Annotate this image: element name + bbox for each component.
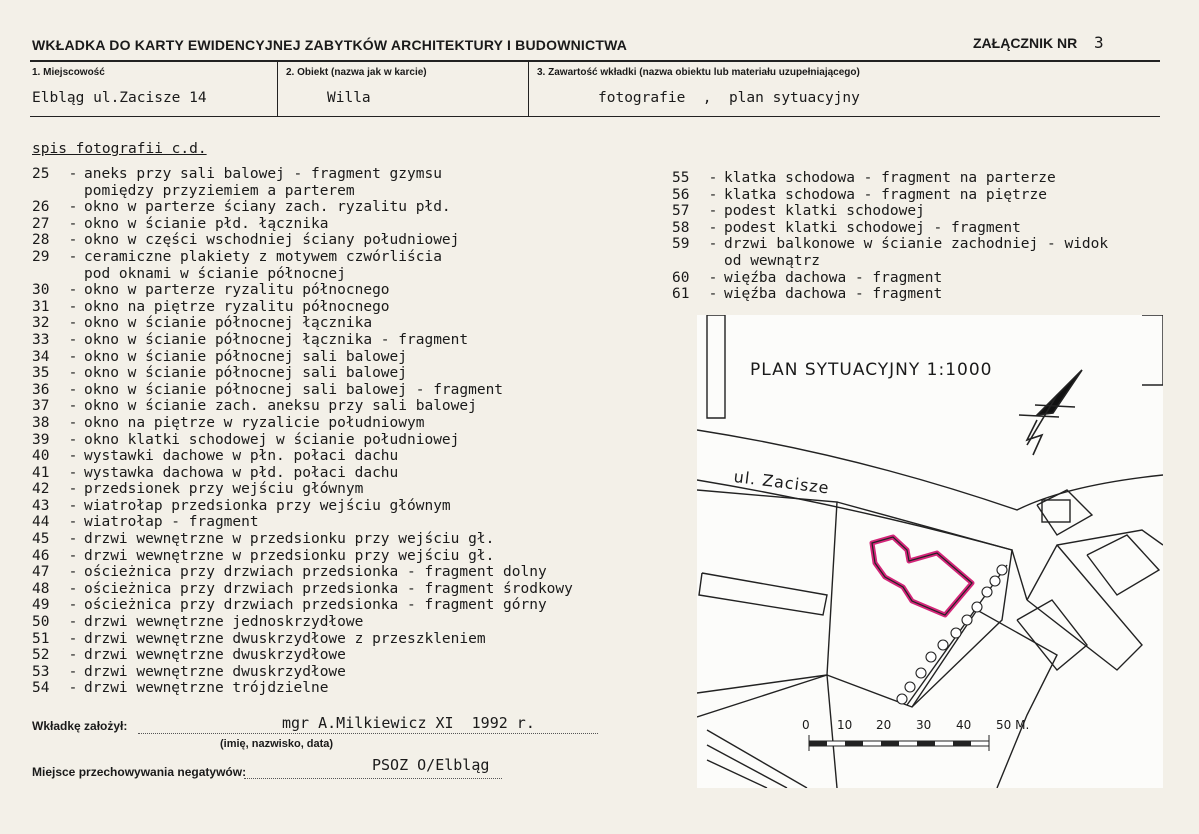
storage-label: Miejsce przechowywania negatywów: (32, 765, 247, 779)
dash-separator: - (708, 269, 718, 286)
attachment-label: ZAŁĄCZNIK NR (973, 35, 1078, 51)
list-item (32, 398, 573, 415)
photo-number: 47 (32, 564, 50, 581)
photo-number: 51 (32, 630, 50, 647)
scale-label: 10 (837, 718, 853, 732)
photo-description: wystawka dachowa w płd. połaci dachu (84, 464, 399, 481)
list-item (32, 498, 573, 515)
dash-separator: - (68, 166, 78, 182)
photo-number: 37 (32, 398, 50, 415)
dash-separator: - (708, 286, 718, 303)
author-hint: (imię, nazwisko, data) (220, 738, 334, 750)
dash-separator: - (68, 282, 78, 299)
photo-number: 33 (32, 331, 50, 348)
photo-number: 48 (32, 580, 50, 597)
dash-separator: - (68, 448, 78, 465)
dash-separator: - (68, 248, 78, 265)
photo-number: 31 (32, 298, 50, 315)
photo-number: 49 (32, 597, 50, 614)
list-item (32, 199, 573, 216)
scale-label: 20 (876, 718, 892, 732)
list-item (32, 349, 573, 366)
dash-separator: - (68, 464, 78, 481)
photo-number: 61 (672, 286, 690, 303)
fields-rule (30, 116, 1160, 117)
photo-description: okno w części wschodniej ściany południowej (84, 232, 460, 249)
plan-building-outline (1087, 535, 1159, 595)
photo-number: 39 (32, 431, 50, 448)
plot-boundary (1027, 545, 1142, 670)
dash-separator: - (68, 630, 78, 647)
photo-description: drzwi balkonowe w ścianie zachodniej - widok (724, 236, 1109, 253)
photo-number: 30 (32, 282, 50, 299)
list-item (32, 647, 573, 664)
photo-number: 43 (32, 497, 50, 514)
list-item (32, 216, 573, 233)
photo-number: 29 (32, 248, 50, 265)
list-item (32, 382, 573, 399)
photo-description: okno na piętrze ryzalitu północnego (84, 298, 390, 315)
locality-label: 1. Miejscowość (32, 67, 105, 78)
north-arrow (1019, 370, 1082, 455)
list-item (32, 680, 573, 697)
form-title: WKŁADKA DO KARTY EWIDENCYJNEJ ZABYTKÓW ARCHITEKTURY I BUDOWNICTWA (32, 37, 628, 53)
photo-description-continued: od wewnątrz (724, 252, 821, 269)
dash-separator: - (68, 580, 78, 597)
author-dotted-line (138, 733, 598, 734)
list-item (32, 548, 573, 565)
list-item (32, 415, 573, 432)
photo-description: drzwi wewnętrzne dwuskrzydłowe (84, 663, 346, 680)
list-item (32, 166, 573, 183)
list-item (672, 187, 1108, 204)
photo-description: ościeżnica przy drzwiach przedsionka - fragment górny (84, 597, 547, 614)
photo-number: 27 (32, 215, 50, 232)
list-item (672, 203, 1108, 220)
plan-title: PLAN SYTUACYJNY 1:1000 (750, 360, 993, 380)
plan-building-outline (1142, 315, 1163, 385)
tree-row (897, 565, 1007, 704)
photo-description: ościeżnica przy drzwiach przedsionka - fragment środkowy (84, 580, 573, 597)
photo-number: 34 (32, 348, 50, 365)
header-rule (30, 60, 1160, 62)
storage-value: PSOZ O/Elbląg (372, 756, 490, 774)
photo-description: okno w ścianie północnej łącznika - fragment (84, 331, 469, 348)
photo-description: więźba dachowa - fragment (724, 269, 943, 286)
list-item (32, 564, 573, 581)
photo-number: 45 (32, 531, 50, 548)
photo-description: okno na piętrze w ryzalicie południowym (84, 414, 425, 431)
plan-building-outline (707, 315, 725, 418)
list-item (32, 597, 573, 614)
plan-hatch-line (707, 745, 787, 788)
list-item (672, 270, 1108, 287)
photo-number: 59 (672, 236, 690, 253)
author-label: Wkładkę założył: (32, 719, 128, 733)
list-item (32, 365, 573, 382)
photo-number: 28 (32, 232, 50, 249)
photo-list-left (32, 166, 573, 697)
plan-building-outline (1017, 600, 1087, 670)
photo-description: aneks przy sali balowej - fragment gzymsu (84, 166, 442, 182)
plan-building-outline (699, 573, 827, 615)
list-item (32, 432, 573, 449)
locality-value: Elbląg ul.Zacisze 14 (32, 90, 207, 106)
photo-description: drzwi wewnętrzne dwuskrzydłowe z przeszkleniem (84, 630, 486, 647)
list-item (32, 514, 573, 531)
photo-number: 41 (32, 464, 50, 481)
dash-separator: - (68, 414, 78, 431)
scale-label: 50 M. (996, 718, 1030, 732)
photo-description: drzwi wewnętrzne w przedsionku przy wejściu gł. (84, 547, 495, 564)
photo-description: wystawki dachowe w płn. połaci dachu (84, 448, 399, 465)
list-item (32, 631, 573, 648)
scale-label: 30 (916, 718, 932, 732)
photo-number: 32 (32, 315, 50, 332)
photo-description: okno w ścianie północnej sali balowej - fragment (84, 381, 504, 398)
contents-label: 3. Zawartość wkładki (nazwa obiektu lub materiału uzupełniającego) (537, 67, 860, 78)
object-value: Willa (327, 90, 371, 106)
photo-description: przedsionek przy wejściu głównym (84, 481, 364, 498)
list-item (32, 481, 573, 498)
dash-separator: - (68, 564, 78, 581)
dash-separator: - (708, 219, 718, 236)
dash-separator: - (68, 497, 78, 514)
photo-description: drzwi wewnętrzne w przedsionku przy wejściu gł. (84, 531, 495, 548)
photo-description: okno w ścianie północnej sali balowej (84, 365, 408, 382)
dash-separator: - (68, 331, 78, 348)
dash-separator: - (68, 614, 78, 631)
photo-description: klatka schodowa - fragment na piętrze (724, 186, 1048, 203)
list-item (32, 465, 573, 482)
photo-number: 38 (32, 414, 50, 431)
photo-number: 44 (32, 514, 50, 531)
photo-description: ościeżnica przy drzwiach przedsionka - fragment dolny (84, 564, 547, 581)
photo-list-right (672, 170, 1108, 303)
photo-description: podest klatki schodowej (724, 203, 925, 220)
photo-number: 25 (32, 166, 50, 182)
photo-list-title: spis fotografii c.d. (32, 141, 207, 157)
photo-description: okno w ścianie zach. aneksu przy sali balowej (84, 398, 477, 415)
dash-separator: - (68, 348, 78, 365)
dash-separator: - (68, 232, 78, 249)
photo-description: podest klatki schodowej - fragment (724, 219, 1021, 236)
photo-description: okno w parterze ryzalitu północnego (84, 282, 390, 299)
photo-description: okno w ścianie północnej łącznika (84, 315, 373, 332)
photo-number: 54 (32, 680, 50, 697)
photo-description: wiatrołap - fragment (84, 514, 259, 531)
dash-separator: - (68, 315, 78, 332)
list-item (672, 220, 1108, 237)
contents-value: fotografie , plan sytuacyjny (598, 90, 860, 106)
plot-boundary (697, 490, 837, 693)
photo-number: 55 (672, 170, 690, 186)
dash-separator: - (68, 597, 78, 614)
list-item (672, 286, 1108, 303)
list-item (32, 581, 573, 598)
photo-number: 35 (32, 365, 50, 382)
list-item (32, 531, 573, 548)
photo-description: okno klatki schodowej w ścianie południowej (84, 431, 460, 448)
object-label: 2. Obiekt (nazwa jak w karcie) (286, 67, 427, 78)
dash-separator: - (68, 431, 78, 448)
photo-number: 58 (672, 219, 690, 236)
photo-number: 53 (32, 663, 50, 680)
dash-separator: - (68, 398, 78, 415)
photo-description: ceramiczne plakiety z motywem czwórliścia (84, 248, 442, 265)
street-name: ul. Zacisze (732, 467, 831, 498)
list-item (32, 614, 573, 631)
list-item (32, 299, 573, 316)
attachment-number: 3 (1094, 33, 1104, 52)
plan-hatch-line (707, 760, 767, 788)
list-item (32, 232, 573, 249)
scale-label: 40 (956, 718, 972, 732)
photo-number: 56 (672, 186, 690, 203)
photo-description: drzwi wewnętrzne jednoskrzydłowe (84, 614, 364, 631)
photo-number: 40 (32, 448, 50, 465)
dash-separator: - (68, 647, 78, 664)
photo-description: wiatrołap przedsionka przy wejściu głównym (84, 497, 451, 514)
list-item (672, 236, 1108, 253)
dash-separator: - (68, 680, 78, 697)
villa-footprint (872, 537, 972, 615)
dash-separator: - (708, 170, 718, 186)
list-item (672, 170, 1108, 187)
photo-number: 60 (672, 269, 690, 286)
photo-number: 26 (32, 199, 50, 216)
field-divider (528, 62, 529, 116)
dash-separator: - (68, 547, 78, 564)
dash-separator: - (68, 215, 78, 232)
list-item (32, 282, 573, 299)
scale-label: 0 (802, 718, 810, 732)
dash-separator: - (68, 365, 78, 382)
dash-separator: - (68, 199, 78, 216)
photo-description: klatka schodowa - fragment na parterze (724, 170, 1056, 186)
dash-separator: - (708, 186, 718, 203)
photo-description-continued: pomiędzy przyziemiem a parterem (84, 182, 355, 199)
list-item (32, 332, 573, 349)
photo-description: okno w ścianie płd. łącznika (84, 215, 329, 232)
list-item (32, 315, 573, 332)
dash-separator: - (68, 381, 78, 398)
photo-description-continued: pod oknami w ścianie północnej (84, 265, 346, 282)
photo-number: 46 (32, 547, 50, 564)
storage-dotted-line (244, 778, 502, 779)
dash-separator: - (68, 531, 78, 548)
dash-separator: - (68, 481, 78, 498)
author-value: mgr A.Milkiewicz XI 1992 r. (282, 714, 535, 732)
list-item (32, 448, 573, 465)
scale-bar (809, 735, 989, 751)
list-item (32, 664, 573, 681)
photo-description: okno w parterze ściany zach. ryzalitu płd. (84, 199, 451, 216)
list-item (32, 249, 573, 266)
plan-hatch-line (707, 730, 807, 788)
dash-separator: - (68, 298, 78, 315)
plan-building-outline (1037, 490, 1092, 535)
photo-description: okno w ścianie północnej sali balowej (84, 348, 408, 365)
dash-separator: - (68, 514, 78, 531)
photo-description: drzwi wewnętrzne dwuskrzydłowe (84, 647, 346, 664)
photo-number: 42 (32, 481, 50, 498)
photo-description: więźba dachowa - fragment (724, 286, 943, 303)
photo-number: 36 (32, 381, 50, 398)
photo-description: drzwi wewnętrzne trójdzielne (84, 680, 329, 697)
dash-separator: - (68, 663, 78, 680)
photo-number: 52 (32, 647, 50, 664)
plot-boundary (697, 675, 837, 788)
photo-number: 57 (672, 203, 690, 220)
dash-separator: - (708, 236, 718, 253)
dash-separator: - (708, 203, 718, 220)
photo-number: 50 (32, 614, 50, 631)
field-divider (277, 62, 278, 116)
